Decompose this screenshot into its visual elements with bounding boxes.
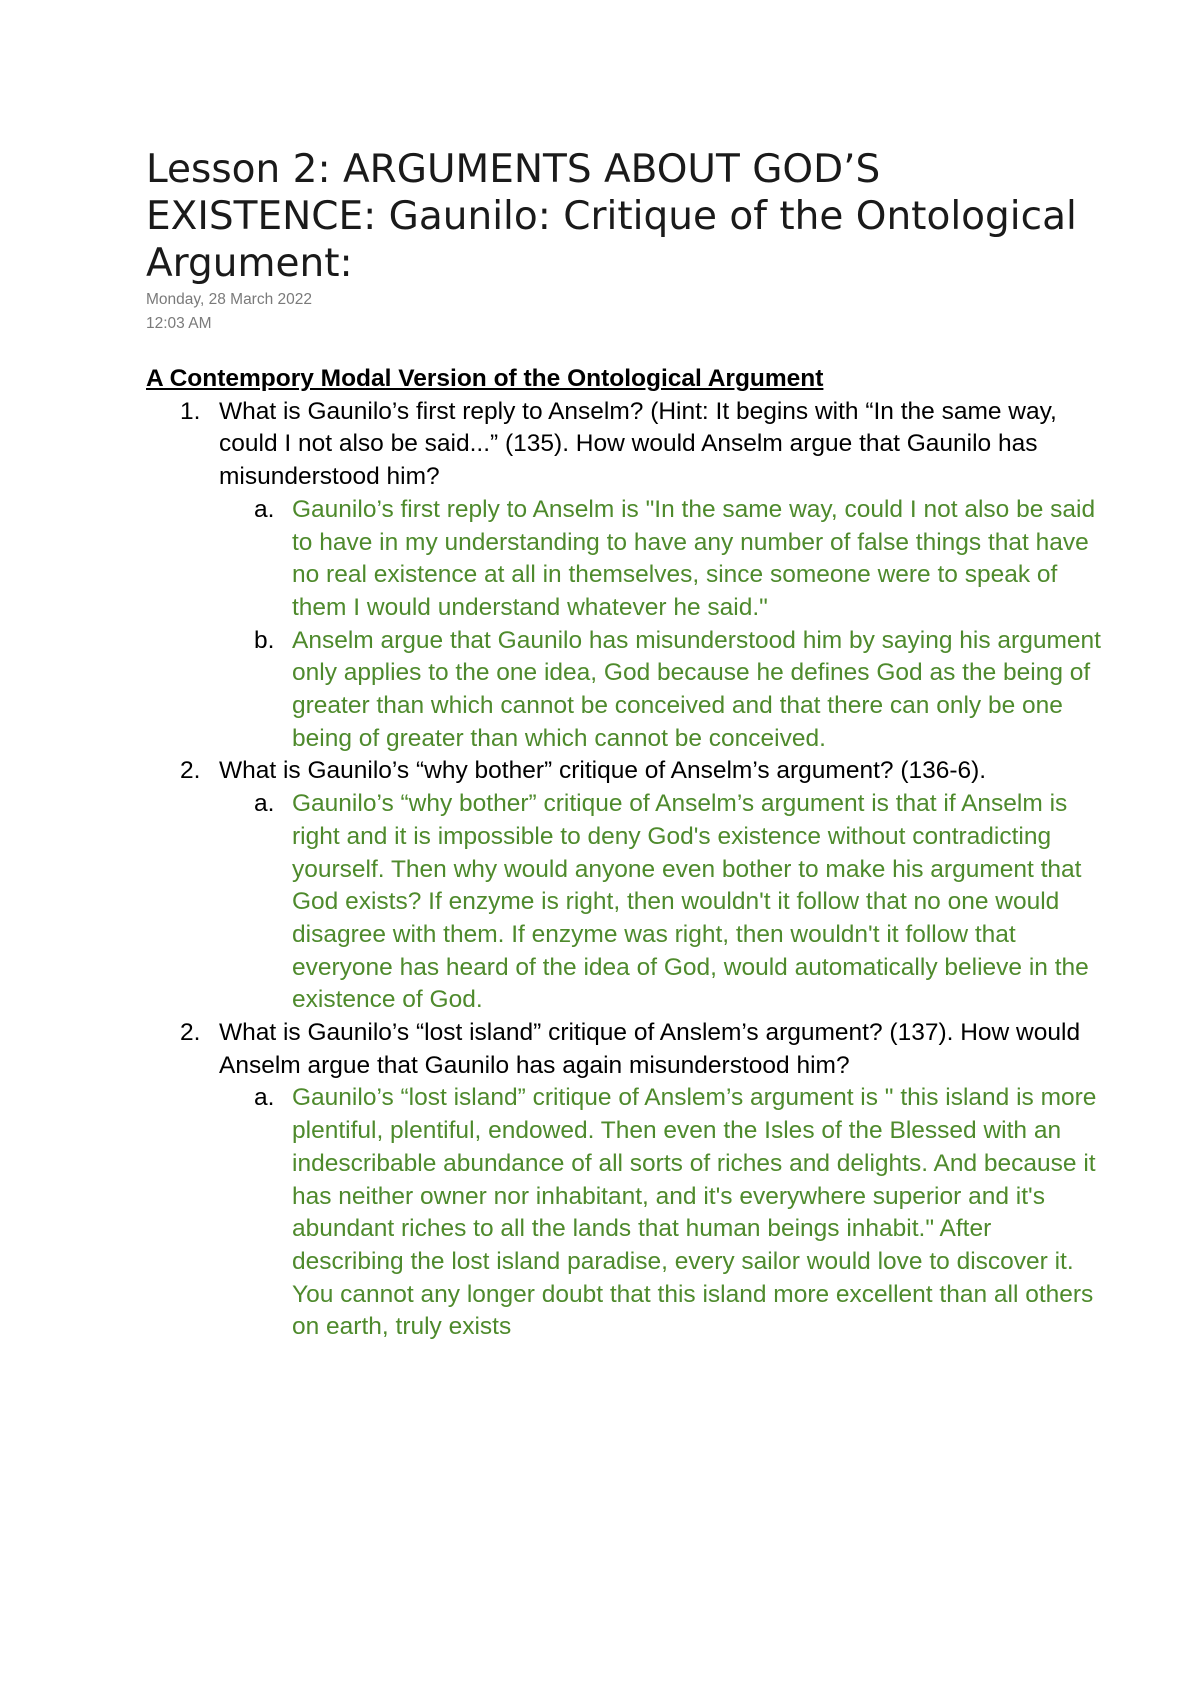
question-number: 2.: [180, 1019, 201, 1047]
question-text: What is Gaunilo’s first reply to Anselm? (Hint: It begins with “In the same way, could I not also be said...” (135). How would Anselm argue that Gaunilo has misunderstood him?: [219, 397, 1057, 491]
note-time: 12:03 AM: [146, 315, 212, 332]
answer-item: [146, 1082, 1106, 1344]
page-title: Lesson 2: ARGUMENTS ABOUT GOD’S EXISTENCE: Gaunilo: Critique of the Ontological Argument:: [146, 147, 1077, 286]
answer-letter: a.: [254, 495, 275, 523]
note-body: [146, 363, 1106, 1344]
answer-text: Gaunilo’s “lost island” critique of Anslem’s argument is " this island is more plentiful, plentiful, endowed. Then even the Isles of the Blessed with an indescribable abundance of all sorts of riches and delights. And because it has neither owner nor inhabitant, and it's everywhere superior and it's abundant riches to all the lands that human beings inhabit." After describing the lost island paradise, every sailor would love to discover it. You cannot any longer doubt that this island more excellent than all others on earth, truly exists: [292, 1084, 1097, 1341]
question-text: What is Gaunilo’s “why bother” critique of Anselm’s argument? (136-6).: [219, 757, 987, 785]
answer-item: [146, 625, 1106, 756]
question-item: [146, 396, 1106, 494]
answer-letter: a.: [254, 790, 275, 818]
answer-letter: b.: [254, 626, 275, 654]
answer-letter: a.: [254, 1084, 275, 1112]
answer-text: Anselm argue that Gaunilo has misunderstood him by saying his argument only applies to the one idea, God because he defines God as the being of greater than which cannot be conceived and that there can only be one being of greater than which cannot be conceived.: [292, 626, 1101, 752]
answer-item: [146, 494, 1106, 625]
question-item: [146, 1017, 1106, 1082]
section-heading: A Contempory Modal Version of the Ontological Argument: [146, 365, 824, 392]
answer-text: Gaunilo’s “why bother” critique of Anselm’s argument is that if Anselm is right and it is impossible to deny God's existence without contradicting yourself. Then why would anyone even bother to make his argument that God exists? If enzyme is right, then wouldn't it follow that no one would disagree with them. If enzyme was right, then wouldn't it follow that everyone has heard of the idea of God, would automatically believe in the existence of God.: [292, 790, 1089, 1014]
question-item: [146, 755, 1106, 788]
question-number: 2.: [180, 757, 201, 785]
answer-item: [146, 788, 1106, 1017]
question-text: What is Gaunilo’s “lost island” critique of Anslem’s argument? (137). How would Anselm argue that Gaunilo has again misunderstood him?: [219, 1019, 1081, 1079]
answer-text: Gaunilo’s first reply to Anselm is "In the same way, could I not also be said to have in my understanding to have any number of false things that have no real existence at all in themselves, since someone were to speak of them I would understand whatever he said.": [292, 495, 1096, 621]
note-date: Monday, 28 March 2022: [146, 291, 313, 308]
question-number: 1.: [180, 397, 201, 425]
